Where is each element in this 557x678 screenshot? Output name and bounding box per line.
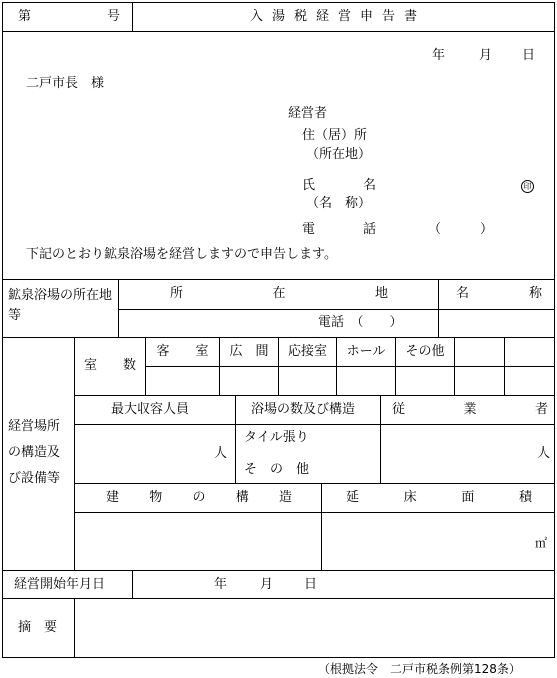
- seal-mark: 印: [521, 180, 534, 193]
- date-day: 日: [522, 48, 536, 63]
- employees-label: [392, 402, 548, 418]
- building-char-4: 構: [235, 490, 249, 505]
- phone-label: [302, 222, 376, 238]
- building-char-1: 建: [106, 490, 120, 505]
- remarks-vline: [74, 598, 75, 658]
- name-sub-label: （名 称）: [306, 196, 372, 211]
- phone-label-2: 話: [362, 222, 376, 237]
- name-char-1: 名: [456, 286, 470, 301]
- capacity-bottom-line: [74, 483, 555, 484]
- name-label-1: 氏: [302, 178, 316, 193]
- floor-area-char-4: 積: [518, 490, 532, 505]
- baths-label: 浴場の数及び構造: [251, 402, 356, 417]
- room-type-ballroom: ホール: [346, 344, 386, 359]
- rooms-v6: [454, 337, 455, 396]
- location-label: 鉱泉浴場の所在地等: [8, 288, 113, 323]
- form-title: 入湯税経営申告書: [250, 9, 427, 24]
- declaration-text: 下記のとおり鉱泉浴場を経営しますので申告します。: [26, 247, 337, 262]
- start-date-day: 日: [304, 577, 318, 592]
- address-sub-label: （所在地）: [306, 147, 372, 162]
- frame-top: [2, 2, 555, 3]
- building-vline: [321, 483, 322, 571]
- form-number: [18, 9, 120, 25]
- date-year: 年: [432, 48, 446, 63]
- employees-char-1: 従: [392, 402, 406, 417]
- start-date-bottom-line: [2, 598, 555, 599]
- facilities-bottom-line: [2, 570, 555, 571]
- room-type-guest: 客 室: [156, 344, 209, 359]
- location-phone: 電話 （ ）: [318, 315, 403, 330]
- facilities-label: 経営場所の構造及び設備等: [8, 419, 61, 486]
- header-vline: [132, 2, 133, 32]
- number-label-go: 号: [106, 9, 120, 24]
- employees-unit: 人: [537, 446, 551, 461]
- frame-left: [2, 2, 3, 658]
- address-label: 住（居）所: [302, 128, 368, 143]
- start-date-year: 年: [214, 577, 228, 592]
- rooms-v7: [504, 337, 505, 396]
- name-label: [302, 178, 376, 194]
- address-char-1: 所: [170, 286, 184, 301]
- frame-right: [554, 2, 555, 658]
- address-char-2: 在: [272, 286, 286, 301]
- capacity-label: 最大収容人員: [111, 402, 190, 417]
- building-char-5: 造: [278, 490, 292, 505]
- location-vline: [118, 279, 119, 338]
- seal-icon: [521, 178, 534, 194]
- operator-label: 経営者: [288, 106, 328, 121]
- location-name-header: [456, 286, 542, 302]
- rooms-label: 室 数: [84, 358, 137, 373]
- room-type-hall: 広 間: [229, 344, 269, 359]
- capacity-unit: 人: [214, 446, 228, 461]
- capacity-v2: [380, 395, 381, 484]
- floor-area-char-2: 床: [403, 490, 417, 505]
- location-address-header: [170, 286, 388, 302]
- declaration-divider: [2, 279, 555, 280]
- phone-paren: （ ）: [428, 222, 494, 237]
- capacity-mid-line: [74, 424, 555, 425]
- start-date-vline: [132, 570, 133, 599]
- remarks-label: 摘 要: [18, 620, 58, 635]
- header-divider: [2, 31, 555, 32]
- floor-area-char-1: 延: [346, 490, 360, 505]
- location-mid-line: [118, 309, 555, 310]
- bath-tile: タイル張り: [244, 430, 309, 445]
- capacity-v1: [235, 395, 236, 484]
- bath-other: そ の 他: [244, 462, 310, 477]
- floor-area-unit: ㎡: [535, 536, 548, 550]
- floor-area-label: [346, 490, 532, 506]
- location-name-vline: [438, 279, 439, 338]
- building-char-2: 物: [149, 490, 163, 505]
- room-type-other: その他: [405, 344, 445, 359]
- rooms-bottom-line: [74, 395, 555, 396]
- legal-basis-note: （根拠法令 二戸市税条例第128条）: [318, 662, 521, 676]
- date-month: 月: [479, 48, 493, 63]
- address-char-3: 地: [374, 286, 388, 301]
- floor-area-char-3: 面: [461, 490, 475, 505]
- building-mid-line: [74, 512, 555, 513]
- frame-bottom: [2, 657, 555, 658]
- building-char-3: の: [192, 490, 206, 505]
- addressee: 二戸市長 様: [26, 76, 105, 91]
- start-date-month: 月: [260, 577, 274, 592]
- room-type-reception: 応接室: [287, 344, 327, 359]
- facilities-label-vline: [74, 337, 75, 571]
- employees-char-2: 業: [463, 402, 477, 417]
- name-label-2: 名: [362, 178, 376, 193]
- number-label-dai: 第: [18, 9, 32, 24]
- building-structure-label: [106, 490, 292, 506]
- name-char-2: 称: [528, 286, 542, 301]
- rooms-mid-line: [145, 366, 555, 367]
- employees-char-3: 者: [534, 402, 548, 417]
- phone-label-1: 電: [302, 222, 316, 237]
- start-date-label: 経営開始年月日: [14, 577, 106, 592]
